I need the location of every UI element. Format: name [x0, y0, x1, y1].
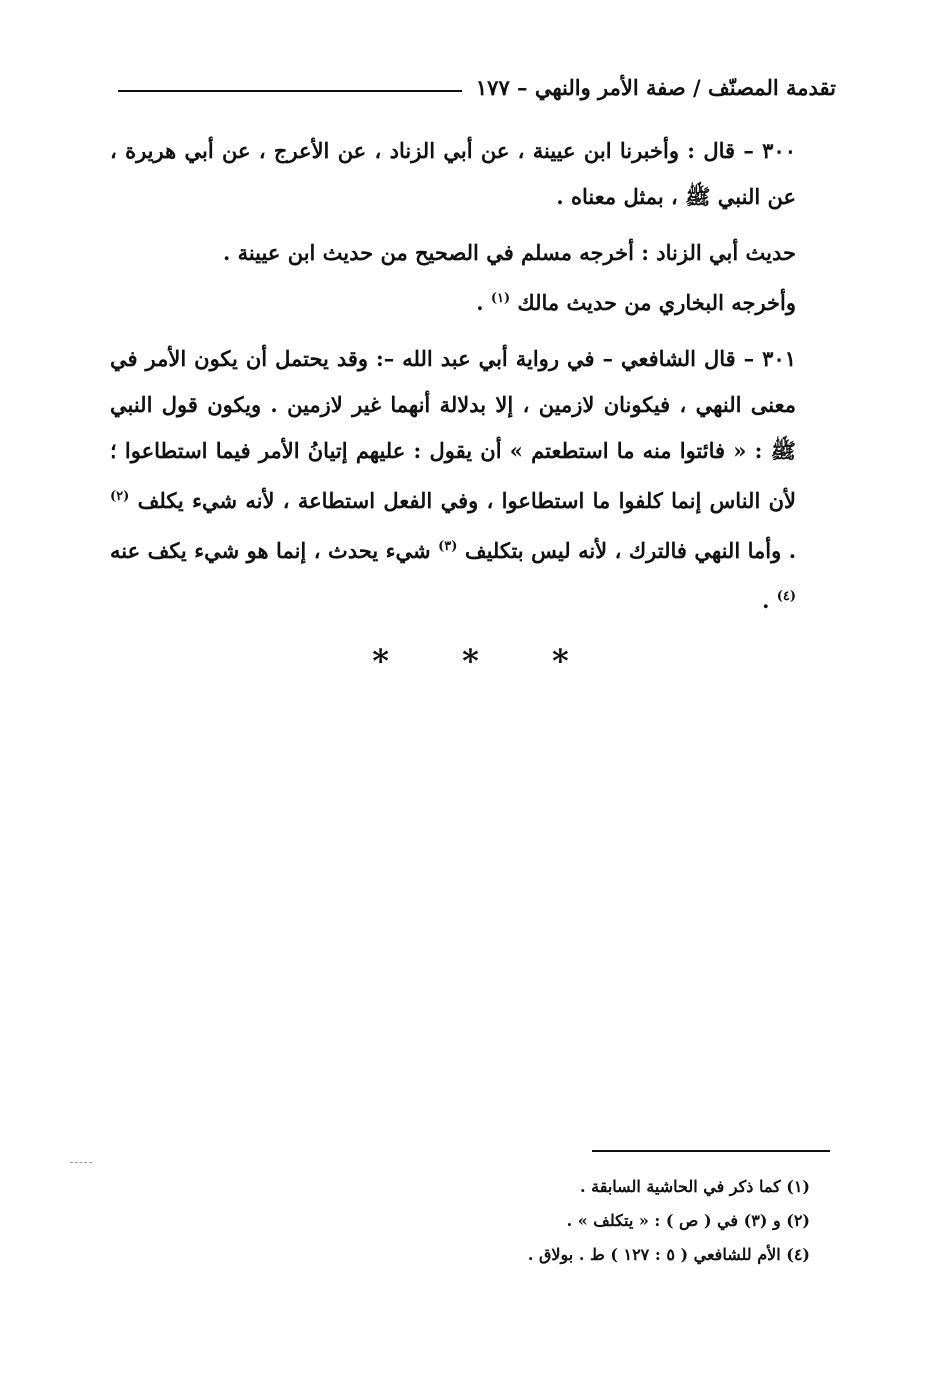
footnote-rule	[592, 1150, 830, 1152]
footnote-ref-4[interactable]: (٤)	[776, 589, 796, 604]
footnote-ref-2[interactable]: (٢)	[110, 489, 130, 504]
paragraph-301-text: ٣٠١ – قال الشافعي – في رواية أبي عبد الله –: وقد يحتمل أن يكون الأمر في معنى النهي ، فيكونان لازمين ، إلا بدلالة أنهما غير لازمين . ويكون قول النبي ﷺ : « فائتوا منه ما استطعتم » أن يقول : عليهم إتيانُ الأمر فيما استطاعوا ؛ لأن الناس إنما كلفوا ما استطاعوا ، وفي الفعل استطاعة ، لأنه شيء يكلف	[110, 346, 796, 513]
paragraph-301-mid2: شيء يحدث ، إنما هو شيء يكف عنه	[110, 538, 431, 563]
asterisk-ornament: *	[372, 642, 389, 680]
footnote-1: (١) كما ذكر في الحاشية السابقة .	[580, 1177, 810, 1196]
section-separator	[0, 642, 941, 680]
paragraph-301-mid: . وأما النهي فالترك ، لأنه ليس بتكليف	[464, 538, 797, 563]
footnote-2-3: (٢) و (٣) في ( ص ) : « يتكلف » .	[566, 1211, 810, 1230]
footnote-ref-3[interactable]: (٣)	[438, 539, 458, 554]
takhrij-2-end: .	[476, 290, 484, 315]
paragraph-301-end: .	[762, 588, 770, 613]
header-title: تقدمة المصنّف / صفة الأمر والنهي – ١٧٧	[475, 74, 836, 100]
takhrij-2-text: وأخرجه البخاري من حديث مالك	[517, 290, 796, 315]
paragraph-300-text: ٣٠٠ – قال : وأخبرنا ابن عيينة ، عن أبي الزناد ، عن الأعرج ، عن أبي هريرة ، عن النبي ﷺ ، بمثل معناه .	[110, 138, 796, 209]
header-rule	[118, 90, 462, 92]
asterisk-ornament: *	[462, 642, 479, 680]
paragraph-300	[110, 128, 836, 220]
scan-mark	[70, 1162, 92, 1163]
paragraph-takhrij-1	[110, 230, 836, 276]
running-header	[118, 70, 836, 104]
footnote-ref-1[interactable]: (١)	[490, 291, 511, 306]
footnote-4: (٤) الأم للشافعي ( ٥ : ١٢٧ ) ط . بولاق .	[527, 1245, 810, 1264]
asterisk-ornament: *	[552, 642, 569, 680]
paragraph-takhrij-2	[110, 276, 836, 326]
takhrij-1-text: حديث أبي الزناد : أخرجه مسلم في الصحيح من حديث ابن عيينة .	[222, 240, 796, 265]
main-text	[110, 128, 836, 624]
paragraph-301	[110, 336, 836, 624]
footnotes	[300, 1170, 810, 1272]
